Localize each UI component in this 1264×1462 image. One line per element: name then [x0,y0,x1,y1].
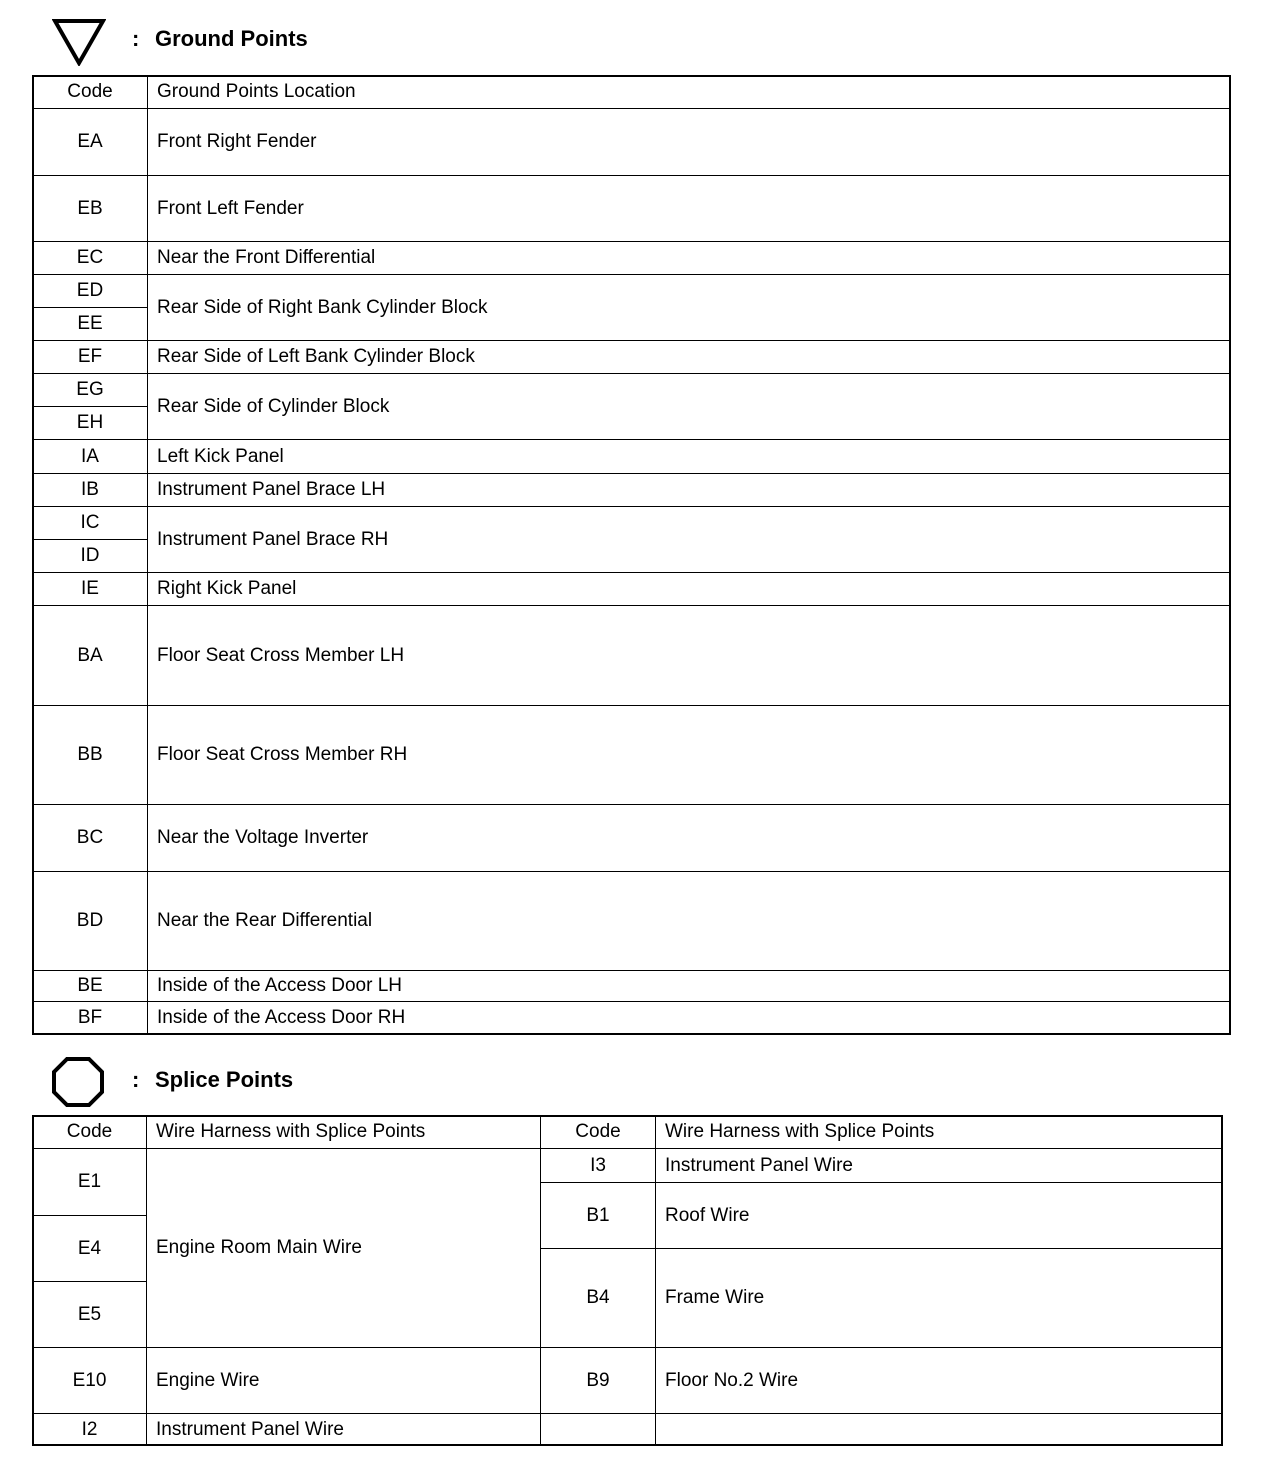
splice-wire-cell: Engine Room Main Wire [146,1148,541,1348]
splice-wire-cell: Floor No.2 Wire [655,1347,1223,1414]
header-code: Code [32,1115,147,1149]
ground-location-cell: Instrument Panel Brace RH [147,506,1231,573]
header-code: Code [32,75,148,109]
ground-location-cell: Rear Side of Right Bank Cylinder Block [147,274,1231,341]
ground-code-cell: ED [32,274,148,308]
ground-code-cell: EA [32,108,148,176]
ground-code-cell: BD [32,871,148,971]
ground-code-cell: EG [32,373,148,407]
ground-code-cell: BB [32,705,148,805]
ground-code-cell: ID [32,539,148,573]
splice-code-cell: E4 [32,1215,147,1282]
ground-location-cell: Inside of the Access Door LH [147,970,1231,1002]
splice-wire-cell: Roof Wire [655,1182,1223,1249]
splice-wire-cell: Instrument Panel Wire [655,1148,1223,1183]
ground-location-cell: Left Kick Panel [147,439,1231,474]
ground-location-cell: Instrument Panel Brace LH [147,473,1231,507]
ground-code-cell: EH [32,406,148,440]
splice-wire-cell: Engine Wire [146,1347,541,1414]
ground-location-cell: Floor Seat Cross Member LH [147,605,1231,706]
header-code-2: Code [540,1115,656,1149]
splice-code-cell: E10 [32,1347,147,1414]
splice-code-cell: E5 [32,1281,147,1348]
ground-code-cell: EC [32,241,148,275]
splice-points-title: Splice Points [155,1067,294,1092]
ground-code-cell: BA [32,605,148,706]
ground-code-cell: BE [32,970,148,1002]
splice-colon: : [132,1067,140,1092]
ground-location-cell: Floor Seat Cross Member RH [147,705,1231,805]
ground-code-cell: EB [32,175,148,242]
header-wire-2: Wire Harness with Splice Points [655,1115,1223,1149]
ground-location-cell: Rear Side of Left Bank Cylinder Block [147,340,1231,374]
splice-wire-cell: Frame Wire [655,1248,1223,1348]
ground-code-cell: IC [32,506,148,540]
ground-code-cell: IB [32,473,148,507]
ground-code-cell: BC [32,804,148,872]
splice-code-cell: I2 [32,1413,147,1446]
ground-points-title: Ground Points [155,26,308,51]
ground-location-cell: Near the Voltage Inverter [147,804,1231,872]
splice-code-cell: I3 [540,1148,656,1183]
splice-code-cell: B1 [540,1182,656,1249]
splice-code-cell: B4 [540,1248,656,1348]
ground-location-cell: Inside of the Access Door RH [147,1001,1231,1035]
ground-location-cell: Near the Front Differential [147,241,1231,275]
header-location: Ground Points Location [147,75,1231,109]
ground-triangle-icon [52,18,106,66]
splice-wire-cell: Instrument Panel Wire [146,1413,541,1446]
ground-colon: : [132,26,140,51]
empty-cell [540,1413,656,1446]
ground-code-cell: IE [32,572,148,606]
ground-location-cell: Near the Rear Differential [147,871,1231,971]
ground-location-cell: Front Right Fender [147,108,1231,176]
splice-octagon-icon [50,1056,106,1108]
ground-code-cell: BF [32,1001,148,1035]
splice-code-cell: E1 [32,1148,147,1216]
ground-location-cell: Rear Side of Cylinder Block [147,373,1231,440]
ground-location-cell: Front Left Fender [147,175,1231,242]
ground-code-cell: IA [32,439,148,474]
splice-code-cell: B9 [540,1347,656,1414]
ground-location-cell: Right Kick Panel [147,572,1231,606]
ground-code-cell: EE [32,307,148,341]
header-wire: Wire Harness with Splice Points [146,1115,541,1149]
ground-code-cell: EF [32,340,148,374]
empty-cell [655,1413,1223,1446]
